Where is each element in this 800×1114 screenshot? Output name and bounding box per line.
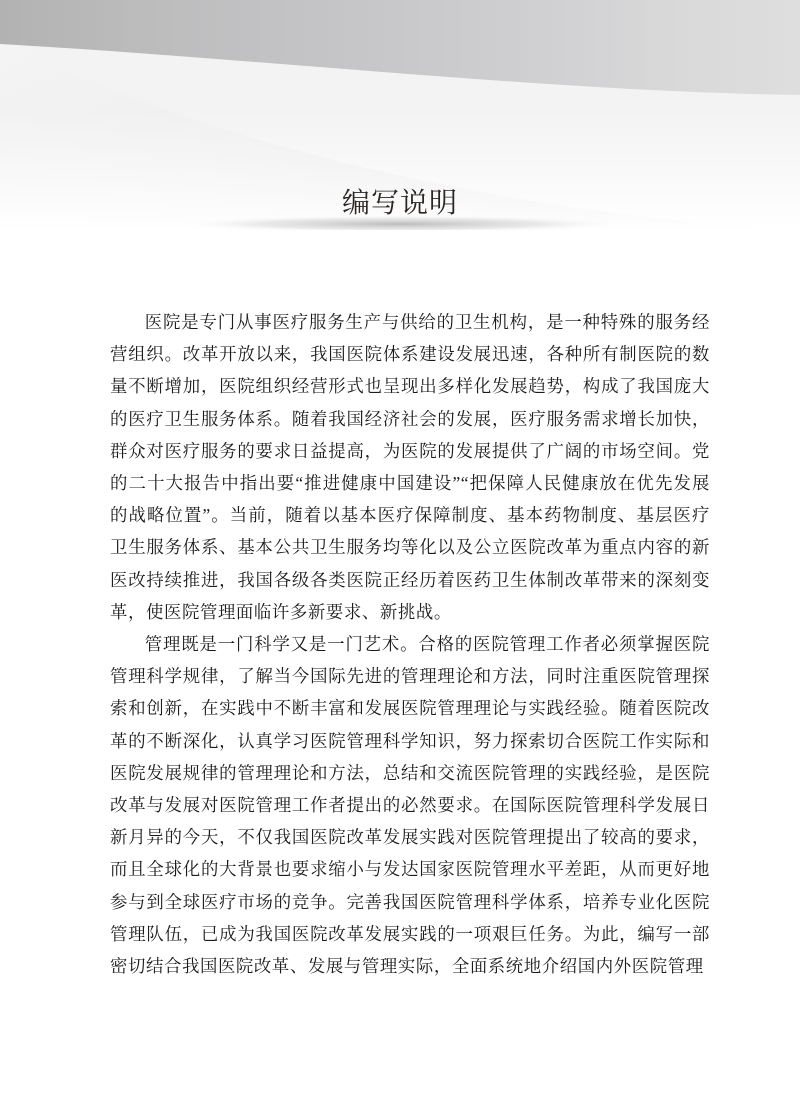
document-body — [110, 306, 710, 982]
page-title: 编写说明 — [341, 187, 458, 218]
body-paragraph-2: 管理既是一门科学又是一门艺术。合格的医院管理工作者必须掌握医院管理科学规律，了解当今国际先进的管理理论和方法，同时注重医院管理探索和创新，在实践中不断丰富和发展医院管理理论与实践经验。随着医院改革的不断深化，认真学习医院管理科学知识，努力探索切合医院工作实际和医院发展规律的管理理论和方法，总结和交流医院管理的实践经验，是医院改革与发展对医院管理工作者提出的必然要求。在国际医院管理科学发展日新月异的今天，不仅我国医院改革发展实践对医院管理提出了较高的要求，而且全球化的大背景也要求缩小与发达国家医院管理水平差距，从而更好地参与到全球医疗市场的竞争。完善我国医院管理科学体系，培养专业化医院管理队伍，已成为我国医院改革发展实践的一项艰巨任务。为此，编写一部密切结合我国医院改革、发展与管理实际，全面系统地介绍国内外医院管理 — [110, 634, 710, 977]
page-title-container — [0, 186, 800, 220]
body-paragraph-1: 医院是专门从事医疗服务生产与供给的卫生机构，是一种特殊的服务经营组织。改革开放以来，我国医院体系建设发展迅速，各种所有制医院的数量不断增加，医院组织经营形式也呈现出多样化发展趋势，构成了我国庞大的医疗卫生服务体系。随着我国经济社会的发展，医疗服务需求增长加快，群众对医疗服务的要求日益提高，为医院的发展提供了广阔的市场空间。党的二十大报告中指出要“推进健康中国建设”“把保障人民健康放在优先发展的战略位置”。当前，随着以基本医疗保障制度、基本药物制度、基层医疗卫生服务体系、基本公共卫生服务均等化以及公立医院改革为重点内容的新医改持续推进，我国各级各类医院正经历着医药卫生体制改革带来的深刻变革，使医院管理面临许多新要求、新挑战。 — [110, 312, 710, 622]
